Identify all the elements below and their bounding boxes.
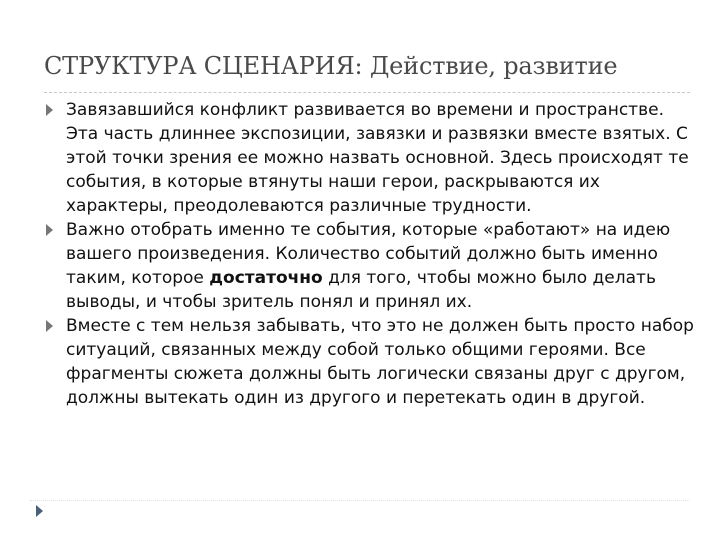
bullet-item: [44, 98, 694, 218]
bullet-text-emphasis: достаточно: [209, 268, 323, 288]
bullet-text: Вместе с тем нельзя забывать, что это не должен быть просто набор ситуаций, связанных между собой только общими героями. Все фрагменты сюжета должны быть логически связаны друг с другом, должны вытекать один из другого и перетекать один в другой.: [66, 316, 694, 408]
bullet-text: Завязавшийся конфликт развивается во времени и пространстве. Эта часть длиннее экспозиции, завязки и развязки вместе взятых. С этой точки зрения ее можно назвать основной. Здесь происходят те события, в которые втянуты наши герои, раскрываются их характеры, преодолеваются различные трудности.: [66, 100, 689, 216]
bullet-text-part: Важно отобрать именно те события, которые «работают» на идею вашего произведения. Количество событий должно быть именно таким, которое: [66, 220, 671, 288]
slide-title: СТРУКТУРА СЦЕНАРИЯ: Действие, развитие: [44, 52, 618, 80]
bottom-divider: [30, 500, 690, 501]
bullet-text-part: для того, чтобы можно было делать выводы, и чтобы зритель понял и принял их.: [66, 268, 656, 312]
triangle-right-icon: [46, 224, 53, 236]
bullet-text: [66, 218, 694, 314]
title-divider: [44, 92, 690, 93]
triangle-right-icon: [46, 320, 53, 332]
bullet-item: [44, 314, 694, 410]
triangle-right-icon: [46, 104, 53, 116]
bullet-list: [44, 98, 694, 410]
bullet-item: [44, 218, 694, 314]
triangle-right-icon: [36, 505, 43, 517]
